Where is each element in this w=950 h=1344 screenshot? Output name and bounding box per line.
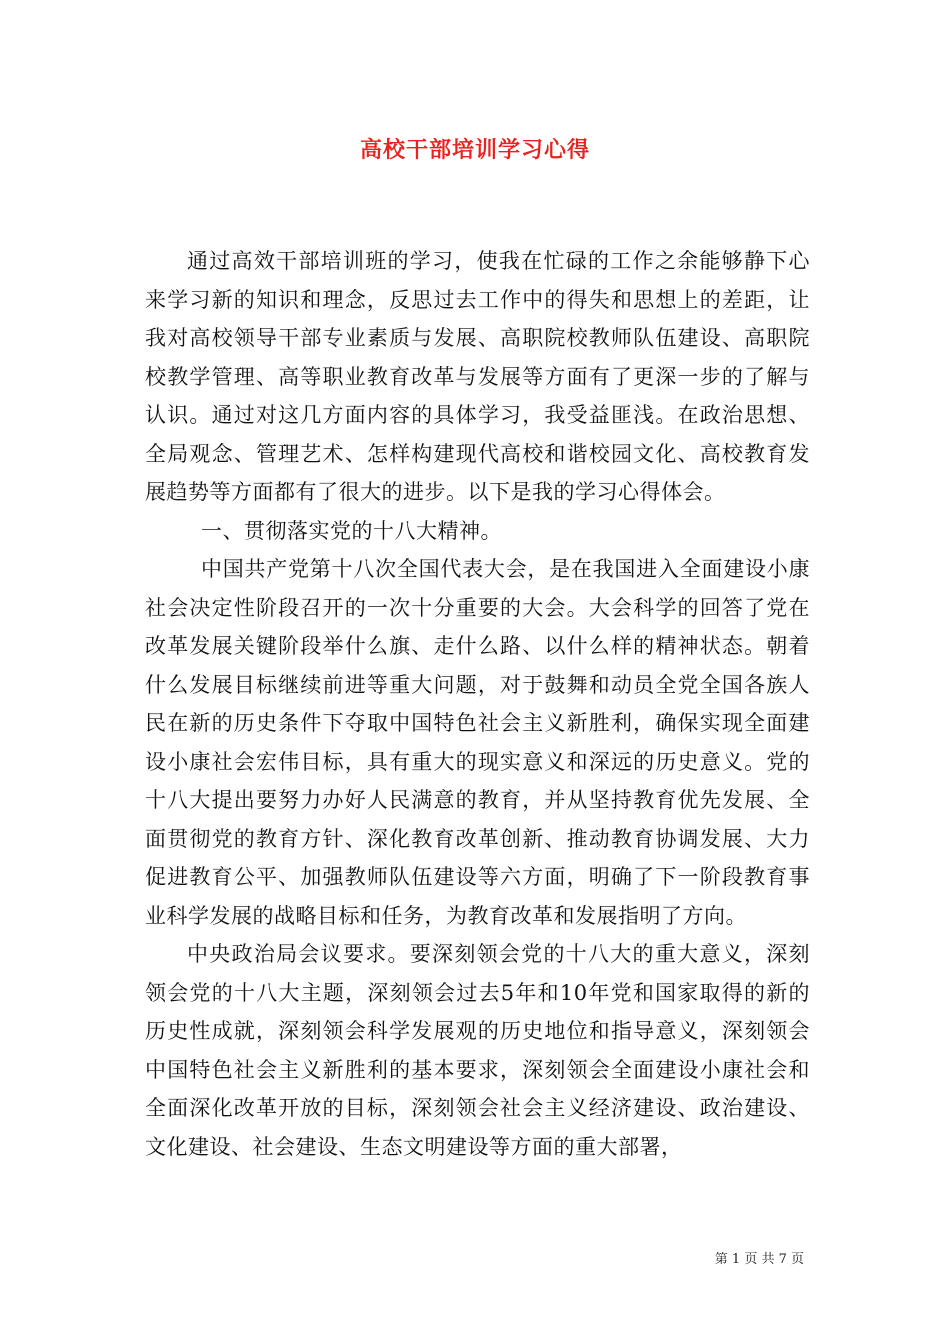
intro-paragraph: 通过高效干部培训班的学习，使我在忙碌的工作之余能够静下心来学习新的知识和理念，反思过去工作中的得失和思想上的差距，让我对高校领导干部专业素质与发展、高职院校教师队伍建设、高职院校教学管理、高等职业教育改革与发展等方面有了更深一步的了解与认识。通过对这几方面内容的具体学习，我受益匪浅。在政治思想、全局观念、管理艺术、怎样构建现代高校和谐校园文化、高校教育发展趋势等方面都有了很大的进步。以下是我的学习心得体会。 (145, 249, 810, 504)
body-paragraph: 中国共产党第十八次全国代表大会，是在我国进入全面建设小康社会决定性阶段召开的一次十分重要的大会。大会科学的回答了党在改革发展关键阶段举什么旗、走什么路、以什么样的精神状态。朝着什么发展目标继续前进等重大问题，对于鼓舞和动员全党全国各族人民在新的历史条件下夺取中国特色社会主义新胜利，确保实现全面建设小康社会宏伟目标，具有重大的现实意义和深远的历史意义。党的十八大提出要努力办好人民满意的教育，并从坚持教育优先发展、全面贯彻党的教育方针、深化教育改革创新、推动教育协调发展、大力促进教育公平、加强教师队伍建设等六方面，明确了下一阶段教育事业科学发展的战略目标和任务，为教育改革和发展指明了方向。 (145, 557, 810, 928)
page-number: 第 1 页 共 7 页 (714, 1252, 804, 1267)
body-paragraph: 中央政治局会议要求。要深刻领会党的十八大的重大意义，深刻领会党的十八大主题，深刻领会过去5年和10年党和国家取得的新的历史性成就，深刻领会科学发展观的历史地位和指导意义，深刻领会中国特色社会主义新胜利的基本要求，深刻领会全面建设小康社会和全面深化改革开放的目标，深刻领会社会主义经济建设、政治建设、文化建设、社会建设、生态文明建设等方面的重大部署， (145, 942, 810, 1159)
document-title: 高校干部培训学习心得 (359, 137, 590, 163)
section-heading: 一、贯彻落实党的十八大精神。 (201, 518, 502, 543)
document-body (145, 242, 810, 1166)
